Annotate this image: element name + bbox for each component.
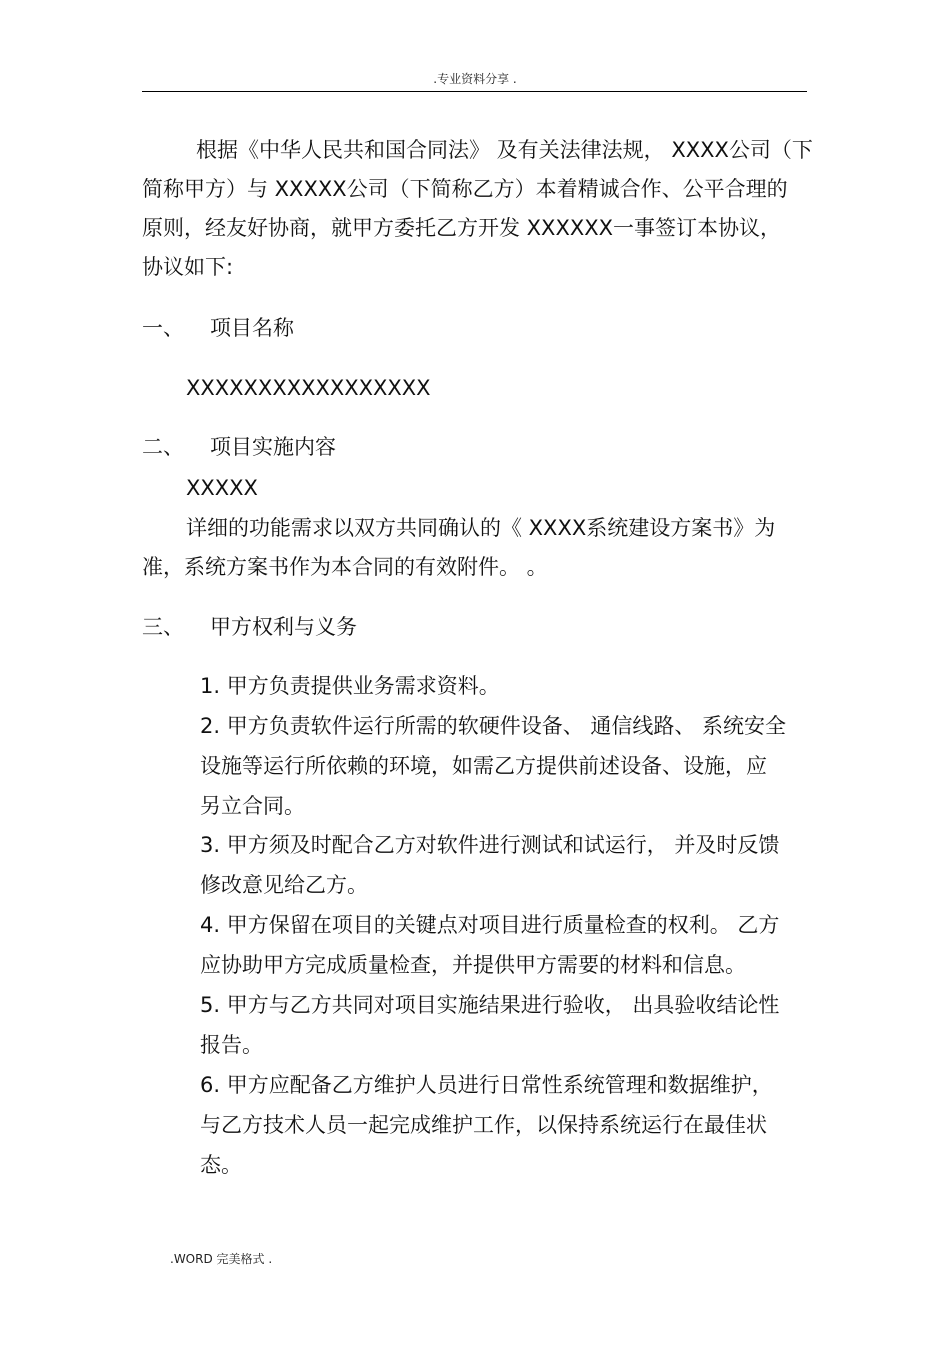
list-item-line: 报告。 [200, 1033, 263, 1057]
list-item-line: 5. 甲方与乙方共同对项目实施结果进行验收， 出具验收结论性 [200, 993, 780, 1017]
implementation-desc-line: 准，系统方案书作为本合同的有效附件。 。 [142, 555, 548, 579]
section-title: 项目实施内容 [210, 435, 336, 459]
page-header: .专业资料分享 . [433, 72, 517, 86]
section-number: 二、 [142, 435, 184, 459]
section-number: 三、 [142, 615, 184, 639]
implementation-value: XXXXX [186, 476, 258, 500]
list-item-line: 修改意见给乙方。 [200, 873, 368, 897]
list-item-line: 1. 甲方负责提供业务需求资料。 [200, 674, 500, 698]
section-title: 项目名称 [210, 316, 294, 340]
header-rule [142, 91, 807, 92]
implementation-desc-line: 详细的功能需求以双方共同确认的《 XXXX系统建设方案书》为 [186, 516, 776, 540]
list-item-line: 与乙方技术人员一起完成维护工作，以保持系统运行在最佳状 [200, 1113, 767, 1137]
section-title: 甲方权利与义务 [210, 615, 357, 639]
intro-line: 根据《中华人民共和国合同法》 及有关法律法规， XXXX公司（下 [196, 138, 813, 162]
section-number: 一、 [142, 316, 184, 340]
intro-line: 协议如下: [142, 255, 234, 279]
list-item-line: 设施等运行所依赖的环境，如需乙方提供前述设备、设施，应 [200, 754, 767, 778]
list-item-line: 2. 甲方负责软件运行所需的软硬件设备、 通信线路、 系统安全 [200, 714, 787, 738]
list-item-line: 6. 甲方应配备乙方维护人员进行日常性系统管理和数据维护， [200, 1073, 773, 1097]
list-item-line: 应协助甲方完成质量检查，并提供甲方需要的材料和信息。 [200, 953, 746, 977]
page-footer: .WORD 完美格式 . [170, 1252, 273, 1266]
list-item-line: 3. 甲方须及时配合乙方对软件进行测试和试运行， 并及时反馈 [200, 833, 780, 857]
project-name-value: XXXXXXXXXXXXXXXXX [186, 376, 431, 400]
intro-line: 原则，经友好协商，就甲方委托乙方开发 XXXXXX一事签订本协议， [142, 216, 781, 240]
list-item-line: 态。 [200, 1153, 242, 1177]
intro-line: 简称甲方）与 XXXXX公司（下简称乙方）本着精诚合作、公平合理的 [142, 177, 788, 201]
list-item-line: 4. 甲方保留在项目的关键点对项目进行质量检查的权利。 乙方 [200, 913, 780, 937]
list-item-line: 另立合同。 [200, 794, 305, 818]
